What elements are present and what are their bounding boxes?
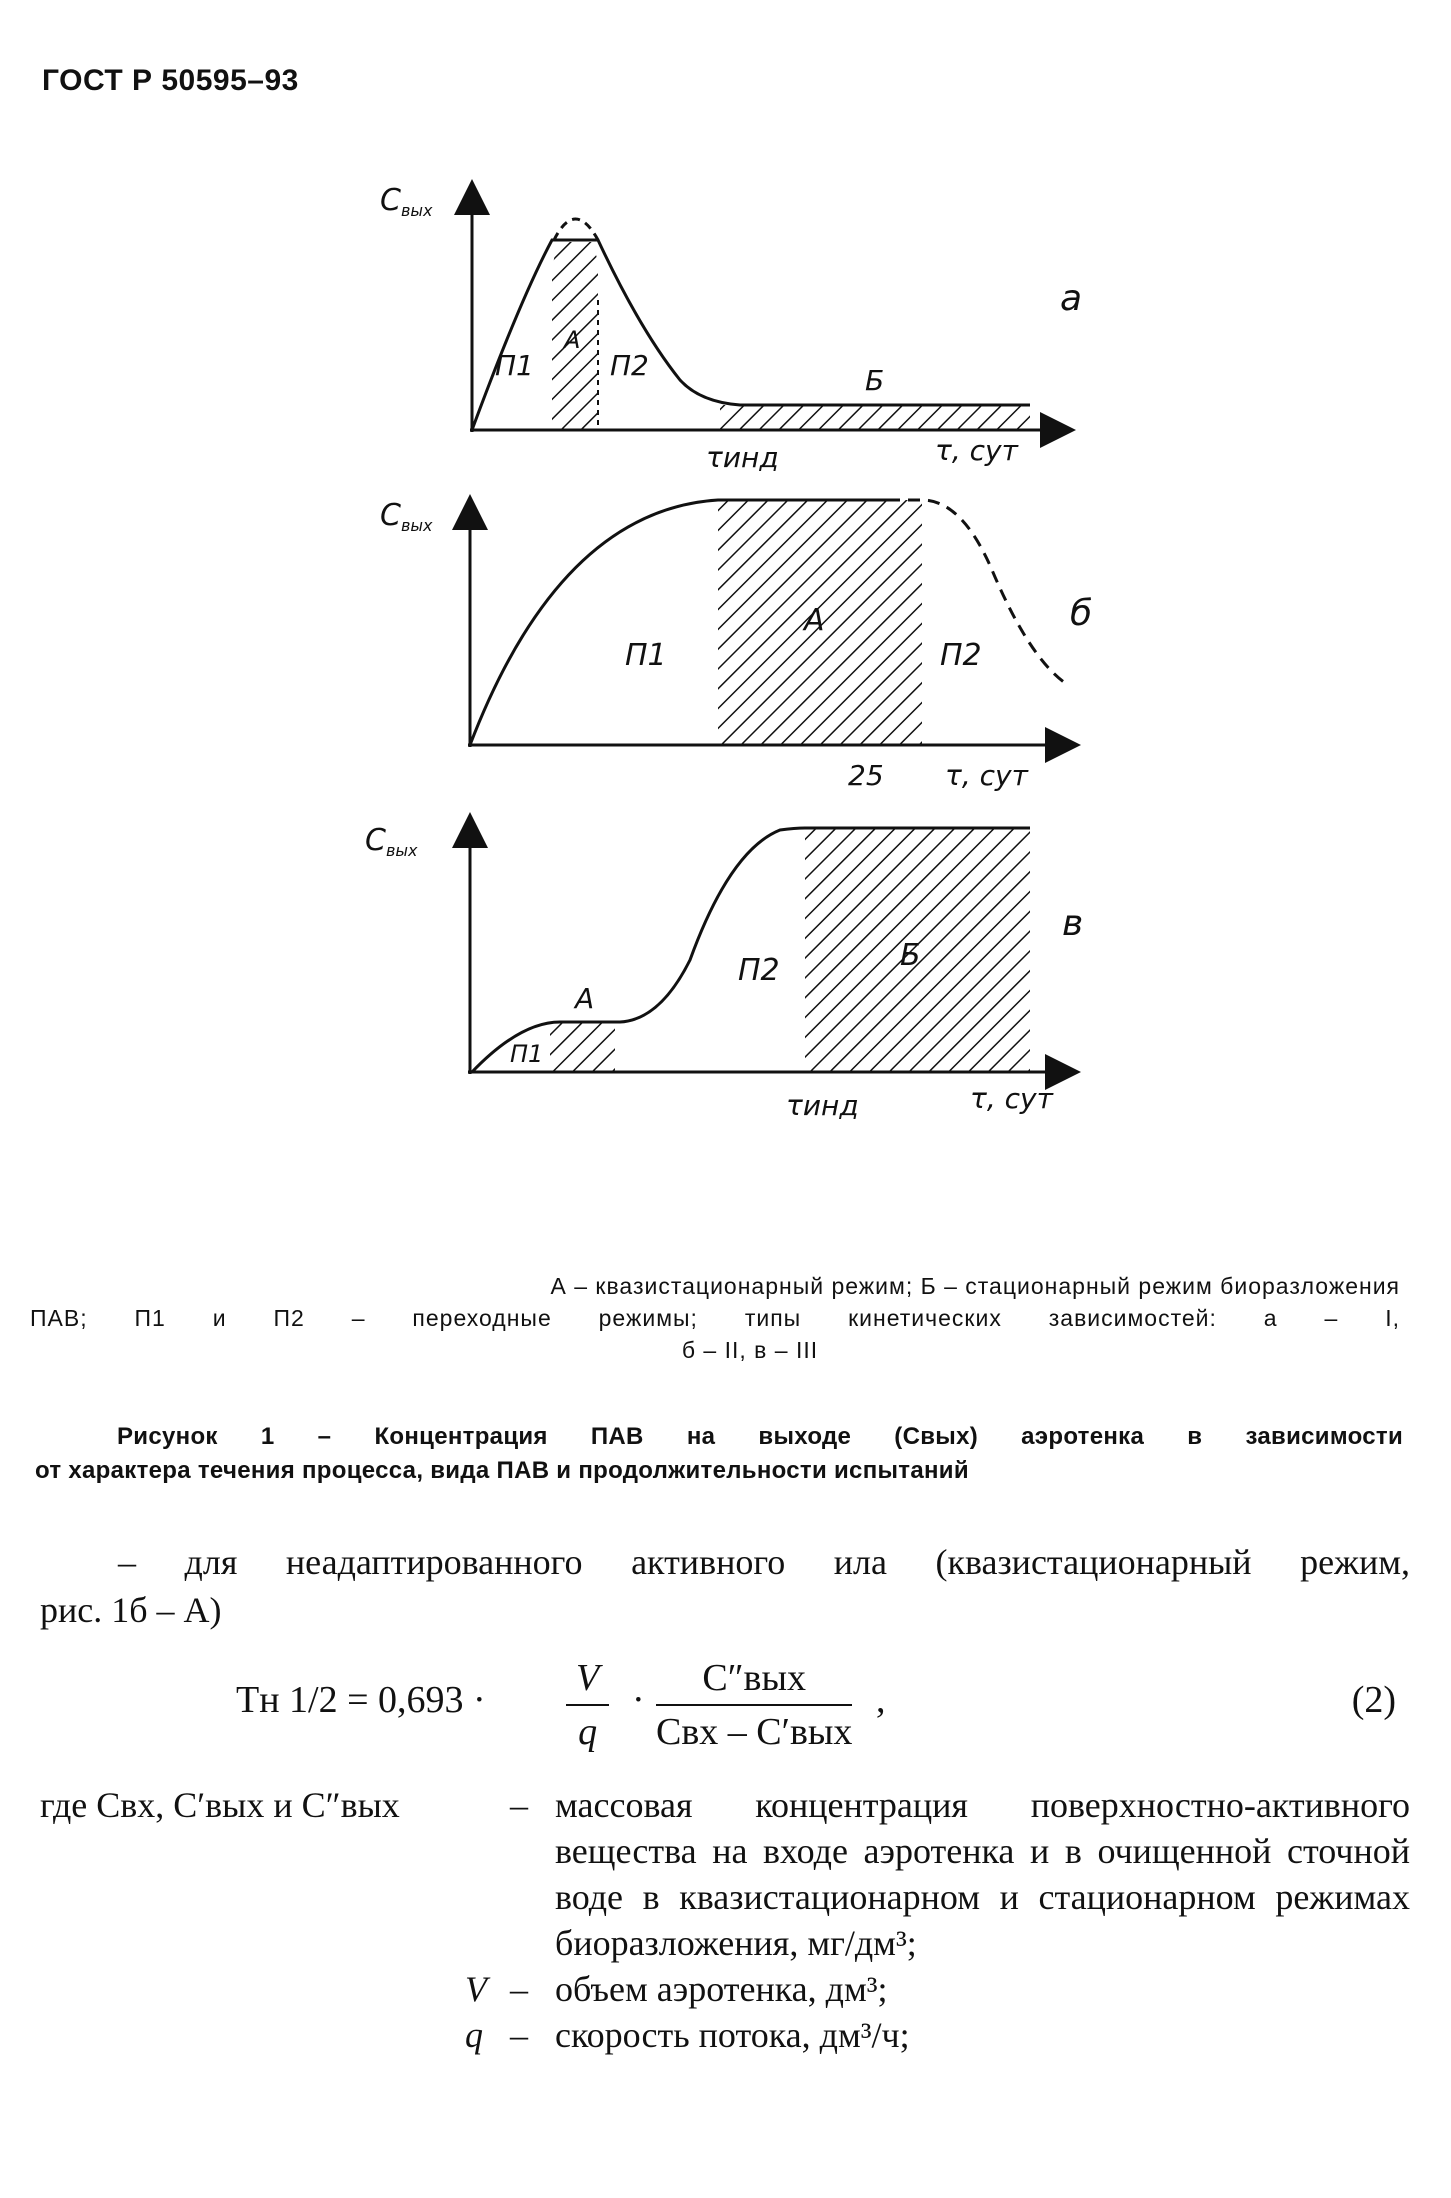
panel-b-region-p2: П2: [940, 638, 982, 673]
definition-dash: –: [510, 2015, 528, 2055]
definition-dash: –: [510, 1785, 528, 1825]
definition-row: [40, 1782, 1410, 1966]
figure-caption: [35, 1420, 1403, 1488]
panel-b-ylabel: $C_{вых}$: [380, 498, 433, 535]
figure-legend: [30, 1270, 1400, 1366]
panel-a-region-p2: П2: [610, 349, 649, 382]
formula-frac2-den: Cвх – C′вых: [656, 1711, 853, 1753]
panel-a-tick-tind: τинд: [706, 441, 779, 474]
legend-line-2: ПАВ; П1 и П2 – переходные режимы; типы кинетических зависимостей: а – I,: [30, 1305, 1400, 1331]
panel-c-region-p2: П2: [738, 953, 780, 988]
definition-symbol: V: [465, 1969, 487, 2009]
panel-a-letter: а: [1060, 278, 1083, 319]
definitions-list: [40, 1782, 1410, 2058]
panel-c-ylabel: $C_{вых}$: [365, 823, 418, 860]
caption-line-1: Рисунок 1 – Концентрация ПАВ на выходе (Cвых) аэротенка в зависимости: [117, 1423, 1403, 1450]
panel-c: [365, 818, 1083, 1122]
formula-frac1-den: q: [578, 1711, 598, 1753]
panel-b-letter: б: [1070, 593, 1093, 634]
formula-frac1-num: V: [566, 1656, 609, 1706]
region-b-fill: [720, 405, 1030, 430]
formula-fraction-c: [656, 1656, 852, 1754]
panel-c-letter: в: [1062, 903, 1084, 944]
definition-symbol: где Cвх, C′вых и C″вых: [40, 1785, 400, 1825]
legend-line-3: б – II, в – III: [681, 1337, 819, 1363]
definition-dash: –: [510, 1969, 528, 2009]
caption-line-2: от характера течения процесса, вида ПАВ и продолжительности испытаний: [35, 1457, 969, 1484]
panel-c-region-p1: П1: [510, 1040, 544, 1068]
panel-a-region-p1: П1: [495, 349, 534, 382]
definition-text: объем аэротенка, дм³;: [555, 1969, 888, 2009]
standard-header: ГОСТ Р 50595–93: [42, 64, 299, 97]
panel-a: [380, 183, 1082, 474]
formula-lhs: Tн 1/2 = 0,693 ·: [236, 1679, 486, 1721]
paragraph-line-2: рис. 1б – А): [40, 1590, 222, 1630]
formula-comma: ,: [876, 1679, 886, 1721]
panel-a-region-b: Б: [865, 364, 885, 397]
panel-c-region-a: А: [575, 982, 595, 1015]
panel-c-region-b: Б: [900, 938, 921, 973]
formula-dot: ·: [632, 1679, 645, 1721]
definition-symbol: q: [465, 2015, 483, 2055]
region-a-fill: [550, 1022, 615, 1072]
paragraph-line-1: – для неадаптированного активного ила (квазистационарный режим,: [118, 1542, 1410, 1582]
panel-a-region-a: А: [564, 326, 581, 354]
panel-b-tick-t: τ, сут: [945, 759, 1028, 792]
panel-c-tick-t: τ, сут: [970, 1082, 1053, 1115]
panel-b-region-a: А: [804, 603, 825, 638]
formula-number: (2): [1351, 1679, 1396, 1721]
formula-2: [236, 1656, 1396, 1766]
panel-a-tick-t: τ, сут: [935, 434, 1018, 467]
definition-text: массовая концентрация поверхностно-активного вещества на входе аэротенка и в очищенной сточной воде в квазистационарном и стационарном режимах биоразложения, мг/дм³;: [555, 1785, 1410, 1963]
panel-b-tick-25: 25: [848, 759, 884, 792]
definition-text: скорость потока, дм³/ч;: [555, 2015, 910, 2055]
panel-c-tick-tind: τинд: [786, 1089, 859, 1122]
definition-row: [40, 1966, 1410, 2012]
panel-b-region-p1: П1: [625, 638, 667, 673]
curve-a-dashed-peak: [554, 219, 598, 240]
formula-fraction-v-q: [566, 1656, 609, 1754]
paragraph: [40, 1538, 1410, 1634]
panel-a-ylabel: $C_{вых}$: [380, 183, 433, 220]
definition-row: [40, 2012, 1410, 2058]
legend-line-1: А – квазистационарный режим; Б – стационарный режим биоразложения: [550, 1273, 1400, 1299]
panel-b: [380, 498, 1092, 792]
formula-frac2-num: C″вых: [656, 1656, 852, 1706]
